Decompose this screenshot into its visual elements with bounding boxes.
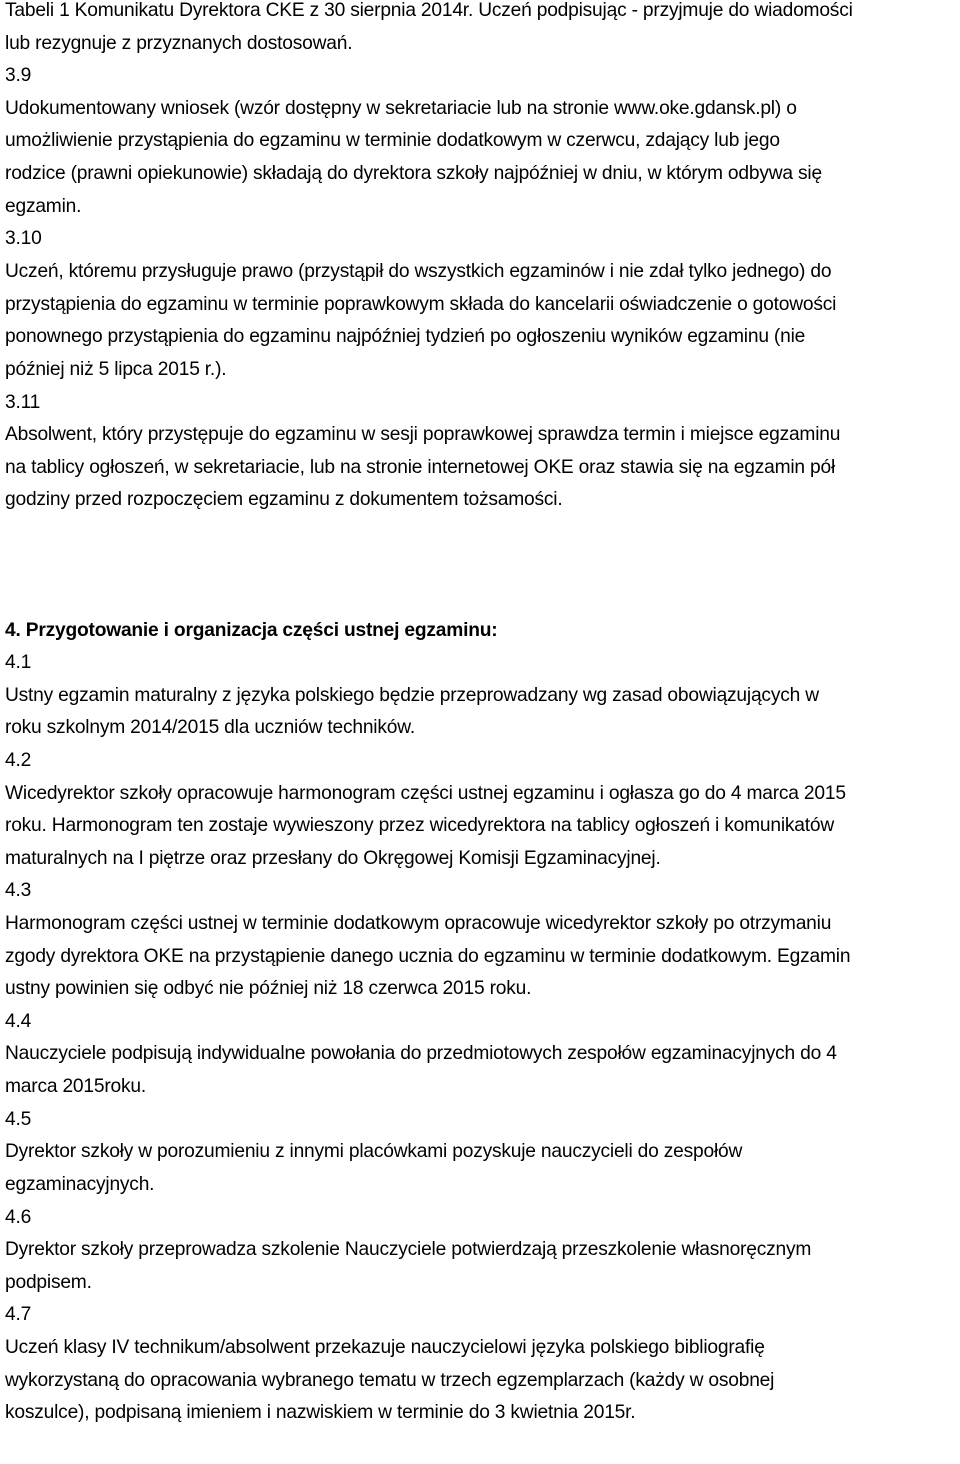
section-number: 3.9 bbox=[5, 65, 32, 86]
text-line: lub rezygnuje z przyznanych dostosowań. bbox=[5, 33, 353, 54]
text-line: zgody dyrektora OKE na przystąpienie danego ucznia do egzaminu w terminie dodatkowym. Egzamin bbox=[5, 946, 851, 967]
text-line: później niż 5 lipca 2015 r.). bbox=[5, 359, 227, 380]
text-line: Absolwent, który przystępuje do egzaminu w sesji poprawkowej sprawdza termin i miejsce egzaminu bbox=[5, 424, 841, 445]
text-line: ponownego przystąpienia do egzaminu najpóźniej tydzień po ogłoszeniu wyników egzaminu (nie bbox=[5, 326, 806, 347]
section-number: 4.3 bbox=[5, 880, 32, 901]
section-number: 3.11 bbox=[5, 392, 41, 413]
section-number: 4.1 bbox=[5, 652, 32, 673]
text-line: Nauczyciele podpisują indywidualne powołania do przedmiotowych zespołów egzaminacyjnych do 4 bbox=[5, 1043, 837, 1064]
text-line: egzaminacyjnych. bbox=[5, 1174, 155, 1195]
text-line: umożliwienie przystąpienia do egzaminu w terminie dodatkowym w czerwcu, zdający lub jego bbox=[5, 130, 780, 151]
text-line: roku. Harmonogram ten zostaje wywieszony przez wicedyrektora na tablicy ogłoszeń i komunikatów bbox=[5, 815, 835, 836]
text-line: na tablicy ogłoszeń, w sekretariacie, lub na stronie internetowej OKE oraz stawia się na egzamin pół bbox=[5, 457, 836, 478]
text-line: Dyrektor szkoły przeprowadza szkolenie Nauczyciele potwierdzają przeszkolenie własnoręcznym bbox=[5, 1239, 812, 1260]
text-line: egzamin. bbox=[5, 196, 82, 217]
section-number: 4.2 bbox=[5, 750, 32, 771]
text-line: roku szkolnym 2014/2015 dla uczniów techników. bbox=[5, 717, 415, 738]
text-line: wykorzystaną do opracowania wybranego tematu w trzech egzemplarzach (każdy w osobnej bbox=[5, 1370, 775, 1391]
text-line: Ustny egzamin maturalny z języka polskiego będzie przeprowadzany wg zasad obowiązujących w bbox=[5, 685, 819, 706]
text-line: ustny powinien się odbyć nie później niż 18 czerwca 2015 roku. bbox=[5, 978, 532, 999]
text-line: koszulce), podpisaną imieniem i nazwiskiem w terminie do 3 kwietnia 2015r. bbox=[5, 1402, 636, 1423]
section-number: 4.7 bbox=[5, 1304, 32, 1325]
text-line: marca 2015roku. bbox=[5, 1076, 146, 1097]
text-line: Uczeń, któremu przysługuje prawo (przystąpił do wszystkich egzaminów i nie zdał tylko jednego) do bbox=[5, 261, 832, 282]
text-line: maturalnych na I piętrze oraz przesłany do Okręgowej Komisji Egzaminacyjnej. bbox=[5, 848, 661, 869]
text-line: Udokumentowany wniosek (wzór dostępny w sekretariacie lub na stronie www.oke.gdansk.pl) o bbox=[5, 98, 797, 119]
section-number: 4.5 bbox=[5, 1109, 32, 1130]
text-line: Dyrektor szkoły w porozumieniu z innymi placówkami pozyskuje nauczycieli do zespołów bbox=[5, 1141, 743, 1162]
text-line: rodzice (prawni opiekunowie) składają do dyrektora szkoły najpóźniej w dniu, w którym odbywa się bbox=[5, 163, 822, 184]
section-heading: 4. Przygotowanie i organizacja części ustnej egzaminu: bbox=[5, 620, 498, 641]
text-line: Tabeli 1 Komunikatu Dyrektora CKE z 30 sierpnia 2014r. Uczeń podpisując - przyjmuje do wiadomości bbox=[5, 0, 853, 21]
section-number: 4.6 bbox=[5, 1207, 32, 1228]
text-line: przystąpienia do egzaminu w terminie poprawkowym składa do kancelarii oświadczenie o gotowości bbox=[5, 294, 837, 315]
section-number: 4.4 bbox=[5, 1011, 32, 1032]
section-number: 3.10 bbox=[5, 228, 42, 249]
text-line: podpisem. bbox=[5, 1272, 92, 1293]
text-line: Wicedyrektor szkoły opracowuje harmonogram części ustnej egzaminu i ogłasza go do 4 marca 2015 bbox=[5, 783, 846, 804]
text-line: godziny przed rozpoczęciem egzaminu z dokumentem tożsamości. bbox=[5, 489, 563, 510]
text-line: Harmonogram części ustnej w terminie dodatkowym opracowuje wicedyrektor szkoły po otrzymaniu bbox=[5, 913, 832, 934]
text-line: Uczeń klasy IV technikum/absolwent przekazuje nauczycielowi języka polskiego bibliografię bbox=[5, 1337, 765, 1358]
